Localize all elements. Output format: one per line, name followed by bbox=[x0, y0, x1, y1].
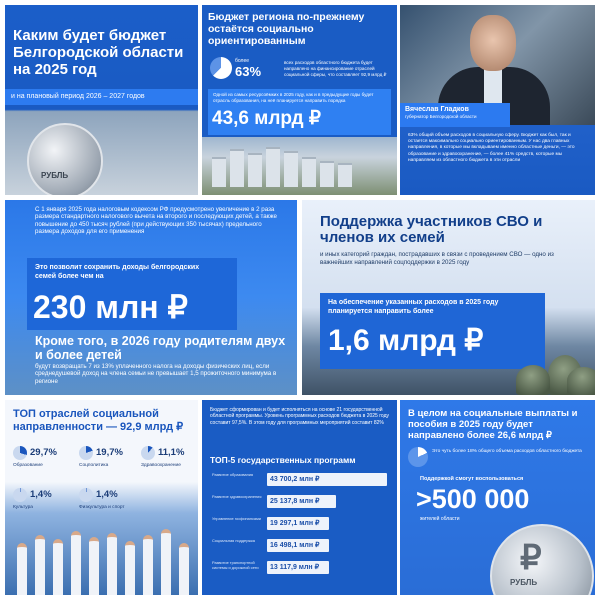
svo-support-panel bbox=[302, 200, 595, 395]
industry-label: Образование bbox=[13, 463, 43, 468]
governor-quote-panel bbox=[400, 5, 595, 195]
svo-box-text: На обеспечение указанных расходов в 2025 году планируется направить более bbox=[328, 299, 499, 315]
program-value: 43 700,2 млн ₽ bbox=[270, 476, 320, 483]
industry-value: 1,4% bbox=[30, 489, 52, 500]
svo-box bbox=[320, 293, 545, 369]
program-label: Социальная поддержка bbox=[212, 538, 255, 543]
soldier-image bbox=[516, 365, 550, 395]
panel-title: Каким будет бюджет Белгородской области на 2025 год bbox=[13, 27, 184, 78]
program-row bbox=[212, 471, 390, 489]
industry-value: 19,7% bbox=[96, 447, 123, 458]
program-label: Управление госфинансами bbox=[212, 516, 261, 521]
ruble-coin-image bbox=[490, 524, 594, 595]
savings-box bbox=[27, 258, 237, 330]
program-row bbox=[212, 515, 390, 533]
coin-text: РУБЛЬ bbox=[41, 171, 69, 180]
percent-value: 63% bbox=[235, 64, 262, 79]
industry-pie-icon bbox=[79, 488, 93, 502]
pie-indicator-icon bbox=[408, 447, 428, 467]
industry-value: 1,4% bbox=[96, 489, 118, 500]
program-value: 16 498,1 млн ₽ bbox=[270, 542, 320, 549]
panel-title: Бюджет региона по-прежнему остаётся социально ориентированным bbox=[208, 11, 365, 47]
industry-pie-icon bbox=[141, 446, 155, 460]
payments-share-note: Это чуть более 18% общего объема расходов областного бюджета bbox=[432, 449, 582, 454]
industry-pie-icon bbox=[13, 446, 27, 460]
svo-box-value: 1,6 млрд ₽ bbox=[328, 324, 484, 357]
program-row bbox=[212, 537, 390, 555]
ruble-coin-image bbox=[27, 123, 103, 195]
percent-note: всех расходов областного бюджета будет направлено на финансирование отраслей социальной сферы, что составляет 92,9 млрд ₽ bbox=[284, 60, 387, 77]
industry-pie-icon bbox=[13, 488, 27, 502]
budget-title-panel bbox=[5, 5, 198, 195]
industry-value: 11,1% bbox=[158, 447, 185, 458]
social-budget-panel bbox=[202, 5, 397, 195]
parents-heading: Кроме того, в 2026 году родителям двух и более детей bbox=[35, 334, 286, 362]
beneficiaries-unit: жителей области bbox=[420, 516, 460, 522]
panel-title: Поддержка участников СВО и членов их семей bbox=[320, 213, 543, 246]
industry-label: Физкультура и спорт bbox=[79, 505, 125, 510]
panel-subtitle: и на плановый период 2026 – 2027 годов bbox=[5, 89, 198, 105]
ruble-symbol-icon: ₽ bbox=[520, 539, 542, 577]
beneficiaries-label: Поддержкой смогут воспользоваться bbox=[420, 476, 524, 482]
panel-title: ТОП отраслей социальной направленности — 92,9 млрд ₽ bbox=[13, 408, 184, 433]
education-box bbox=[208, 89, 391, 135]
tax-deduction-panel bbox=[5, 200, 297, 395]
program-value: 13 117,9 млн ₽ bbox=[270, 564, 320, 571]
governor-name: Вячеслав Гладков bbox=[405, 106, 469, 113]
industry-label: Соцполитика bbox=[79, 463, 109, 468]
program-value: 25 137,8 млн ₽ bbox=[270, 498, 320, 505]
percent-prefix: более bbox=[235, 58, 250, 64]
savings-text: Это позволит сохранить доходы белгородских семей более чем на bbox=[35, 264, 200, 280]
program-row bbox=[212, 559, 390, 577]
programs-title: ТОП-5 государственных программ bbox=[210, 455, 356, 465]
soldier-image bbox=[567, 367, 595, 395]
program-label: Развитие образования bbox=[212, 472, 254, 477]
panel-title: В целом на социальные выплаты и пособия в 2025 году будет направлено более 26,6 млрд ₽ bbox=[408, 408, 578, 441]
social-payments-panel bbox=[400, 400, 595, 595]
svo-text: и иных категорий граждан, пострадавших в связи с проведением СВО — одно из важнейших направлений соцподдержки в 2025 году bbox=[320, 251, 554, 266]
industry-label: Культура bbox=[13, 505, 33, 510]
program-label: Развитие транспортной системы и дорожной сети bbox=[212, 560, 259, 570]
building-photo bbox=[202, 137, 397, 195]
program-value: 19 297,1 млн ₽ bbox=[270, 520, 320, 527]
beneficiaries-value: >500 000 bbox=[416, 484, 530, 514]
programs-intro: Бюджет сформирован и будет исполняться на основе 21 государственной областной программы. Уровень программных расходов бюджета в 2025 году составит 97,5%. В этом году для программных мероприятий составит 82% bbox=[210, 407, 390, 426]
industry-pie-icon bbox=[79, 446, 93, 460]
industry-value: 29,7% bbox=[30, 447, 57, 458]
pie-indicator-icon bbox=[210, 57, 232, 79]
governor-role: губернатор Белгородской области bbox=[405, 114, 477, 119]
parents-text: будут возвращать 7 из 13% уплаченного налога на доходы физических лиц, если среднедушевой доход на члена семьи не превышает 1,5 прожиточного минимума в регионе bbox=[35, 363, 277, 385]
education-text: Одной из самых ресурсоёмких в 2025 году, как и в предыдущие годы будет отрасль образования, на неё планируется направить порядка bbox=[213, 92, 374, 103]
industry-label: Здравоохранение bbox=[141, 463, 181, 468]
program-row bbox=[212, 493, 390, 511]
top-programs-panel bbox=[202, 400, 397, 595]
tax-intro: С 1 января 2025 года налоговым кодексом РФ предусмотрено увеличение в 2 раза размера стандартного налогового вычета на второго и последующих детей, а также повышение до 450 тысяч рублей (при действующих 350 тысячах) предельного размера доходов для его применения bbox=[35, 206, 277, 236]
coin-text: РУБЛЬ bbox=[510, 578, 538, 587]
governor-caption bbox=[400, 103, 510, 127]
education-value: 43,6 млрд ₽ bbox=[212, 108, 321, 129]
program-label: Развитие здравоохранения bbox=[212, 494, 262, 499]
savings-value: 230 млн ₽ bbox=[33, 289, 188, 325]
top-industries-panel bbox=[5, 400, 198, 595]
governor-quote: 63% общий объем расходов в социальную сферу. Бюджет как был, так и остается максимально социально ориентированным. У нас два главных направления, в которые мы вкладываем именно областные деньги, — это образование и здравоохранение, — более 41% средств, которые мы направляем из областного бюджета в эти отрасли bbox=[408, 133, 575, 163]
